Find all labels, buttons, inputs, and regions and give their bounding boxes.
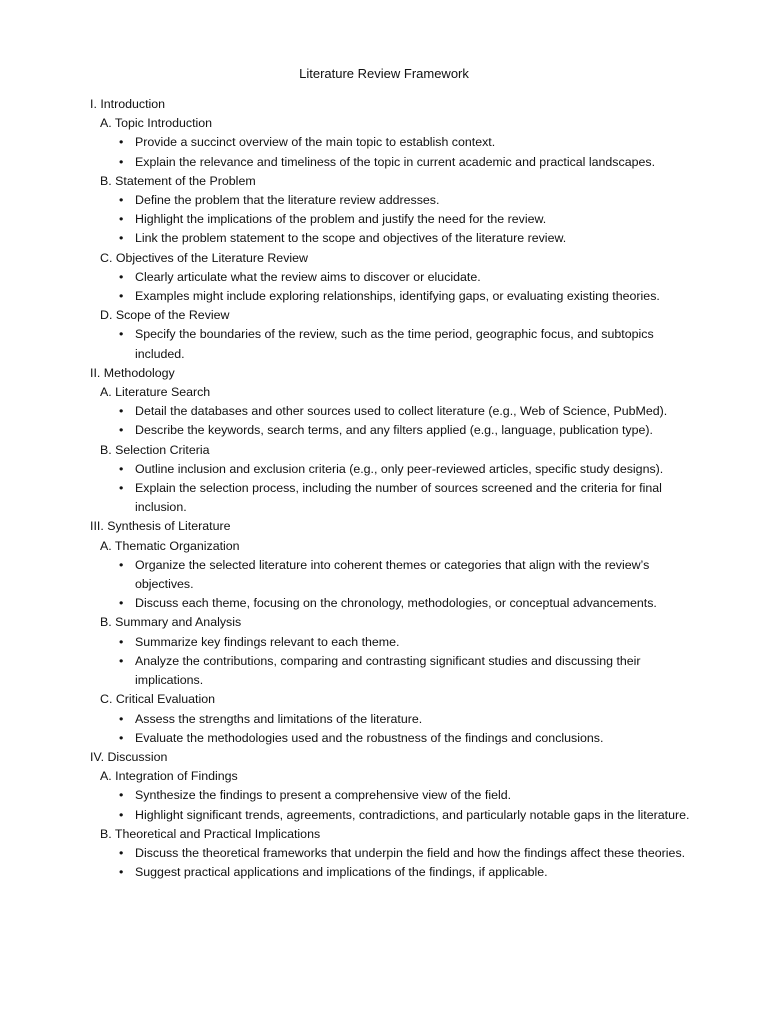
bullet-item [119, 402, 690, 421]
document-title: Literature Review Framework [299, 66, 469, 81]
bullet-text: Assess the strengths and limitations of the literature. [135, 711, 423, 726]
bullet-item [119, 268, 690, 287]
bullet-text: Examples might include exploring relationships, identifying gaps, or evaluating existing theories. [135, 289, 660, 304]
section-heading: II. Methodology [90, 365, 175, 380]
bullet-item [119, 710, 690, 729]
bullet-text: Synthesize the findings to present a comprehensive view of the field. [135, 788, 512, 803]
bullet-icon: • [119, 807, 124, 822]
subsection-heading: C. Critical Evaluation [100, 692, 216, 707]
bullet-text: Provide a succinct overview of the main topic to establish context. [135, 135, 496, 150]
bullet-text: Highlight significant trends, agreements, contradictions, and particularly notable gaps in the literature. [135, 807, 690, 822]
bullet-item [119, 133, 690, 152]
subsection-heading: B. Summary and Analysis [100, 615, 242, 630]
bullet-item [119, 844, 690, 863]
bullet-icon: • [119, 788, 124, 803]
bullet-item [119, 421, 690, 440]
bullet-list [90, 710, 690, 748]
bullet-text: Describe the keywords, search terms, and any filters applied (e.g., language, publication type). [135, 423, 653, 438]
bullet-item [119, 556, 690, 594]
subsection-heading: A. Topic Introduction [100, 116, 213, 131]
bullet-icon: • [119, 845, 124, 860]
subsection-heading: A. Literature Search [100, 385, 211, 400]
bullet-icon: • [119, 481, 124, 496]
bullet-item [119, 325, 690, 363]
subsection-heading: A. Thematic Organization [100, 538, 240, 553]
bullet-text: Analyze the contributions, comparing and contrasting significant studies and discussing their implications. [135, 653, 641, 688]
bullet-text: Organize the selected literature into coherent themes or categories that align with the review’s objectives. [135, 557, 650, 592]
subsection-heading: B. Theoretical and Practical Implications [100, 826, 321, 841]
bullet-icon: • [119, 135, 124, 150]
subsection-heading: B. Selection Criteria [100, 442, 210, 457]
bullet-text: Discuss the theoretical frameworks that underpin the field and how the findings affect these theories. [135, 845, 686, 860]
bullet-icon: • [119, 327, 124, 342]
bullet-icon: • [119, 193, 124, 208]
bullet-icon: • [119, 289, 124, 304]
bullet-icon: • [119, 404, 124, 419]
bullet-icon: • [119, 711, 124, 726]
bullet-list [90, 402, 690, 440]
bullet-item [119, 479, 690, 517]
bullet-list [90, 191, 690, 249]
section-heading: I. Introduction [90, 97, 166, 111]
subsection-heading: D. Scope of the Review [100, 308, 230, 323]
bullet-text: Link the problem statement to the scope and objectives of the literature review. [135, 231, 567, 246]
subsection-heading: B. Statement of the Problem [100, 173, 256, 188]
outline [90, 95, 690, 882]
bullet-icon: • [119, 634, 124, 649]
bullet-icon: • [119, 212, 124, 227]
bullet-text: Clearly articulate what the review aims to discover or elucidate. [135, 269, 481, 284]
bullet-text: Suggest practical applications and implications of the findings, if applicable. [135, 865, 548, 880]
bullet-item [119, 863, 690, 882]
bullet-item [119, 633, 690, 652]
bullet-text: Define the problem that the literature review addresses. [135, 193, 440, 208]
bullet-icon: • [119, 557, 124, 572]
bullet-item [119, 806, 690, 825]
bullet-item [119, 229, 690, 248]
bullet-text: Highlight the implications of the problem and justify the need for the review. [135, 212, 547, 227]
bullet-icon: • [119, 653, 124, 668]
bullet-icon: • [119, 865, 124, 880]
bullet-list [90, 556, 690, 614]
bullet-item [119, 786, 690, 805]
section-heading: IV. Discussion [90, 749, 168, 764]
subsection-heading: C. Objectives of the Literature Review [100, 250, 308, 265]
bullet-list [90, 844, 690, 882]
bullet-item [119, 287, 690, 306]
bullet-icon: • [119, 154, 124, 169]
bullet-item [119, 652, 690, 690]
bullet-list [90, 633, 690, 691]
bullet-icon: • [119, 461, 124, 476]
bullet-text: Detail the databases and other sources used to collect literature (e.g., Web of Science, PubMed). [135, 404, 668, 419]
bullet-list [90, 460, 690, 518]
bullet-icon: • [119, 730, 124, 745]
bullet-text: Specify the boundaries of the review, such as the time period, geographic focus, and subtopics included. [135, 327, 654, 361]
bullet-text: Summarize key findings relevant to each theme. [135, 634, 400, 649]
bullet-icon: • [119, 423, 124, 438]
bullet-item [119, 210, 690, 229]
bullet-list [90, 133, 690, 171]
section-heading: III. Synthesis of Literature [90, 519, 231, 534]
bullet-item [119, 460, 690, 479]
bullet-text: Explain the selection process, including the number of sources screened and the criteria for final inclusion. [135, 481, 662, 515]
subsection-heading: A. Integration of Findings [100, 769, 238, 784]
bullet-text: Discuss each theme, focusing on the chronology, methodologies, or conceptual advancements. [135, 596, 657, 611]
bullet-icon: • [119, 231, 124, 246]
bullet-icon: • [119, 596, 124, 611]
bullet-list [90, 325, 690, 363]
bullet-list [90, 268, 690, 306]
bullet-list [90, 786, 690, 824]
bullet-item [119, 191, 690, 210]
bullet-text: Explain the relevance and timeliness of the topic in current academic and practical landscapes. [135, 154, 656, 169]
bullet-text: Outline inclusion and exclusion criteria (e.g., only peer-reviewed articles, specific study designs). [135, 461, 664, 476]
bullet-text: Evaluate the methodologies used and the robustness of the findings and conclusions. [135, 730, 604, 745]
bullet-item [119, 153, 690, 172]
bullet-item [119, 729, 690, 748]
bullet-item [119, 594, 690, 613]
bullet-icon: • [119, 269, 124, 284]
